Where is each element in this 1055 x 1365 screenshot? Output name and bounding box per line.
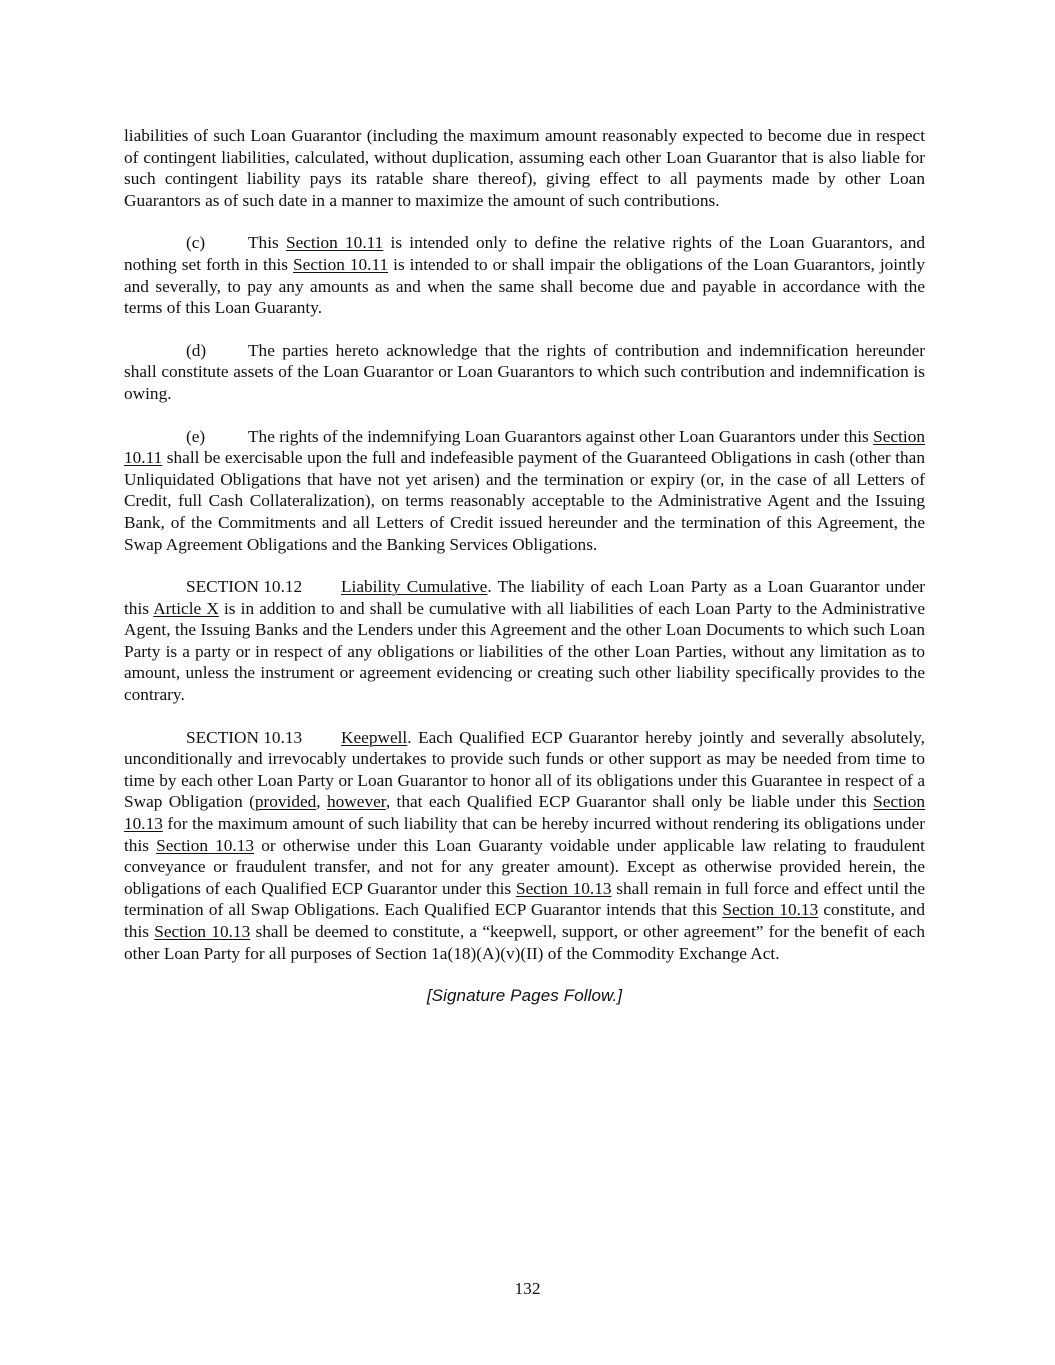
section-reference: Section 10.13: [124, 792, 926, 834]
section-title: Keepwell: [341, 727, 408, 747]
section-reference: Section 10.13: [515, 878, 612, 898]
section-number: SECTION 10.12: [186, 577, 303, 597]
paragraph-text: shall remain in full force and effect until the termination of all Swap Obligations. Each Qualified ECP Guarantor intends that this: [124, 878, 926, 920]
defined-term: provided: [254, 792, 317, 812]
section-reference: Section 10.13: [154, 922, 251, 941]
paragraph-text: liabilities of such Loan Guarantor (including the maximum amount reasonably expected to become due in respect of contingent liabilities, calculated, without duplication, assuming each other Loan Guarantor that is also liable for such contingent liability pays its ratable share thereof), giving effect to all payments made by other Loan Guarantors as of such date in a manner to maximize the amount of such contributions.: [124, 126, 925, 210]
paragraph-text: . Each Qualified ECP Guarantor hereby jointly and severally absolutely, unconditionally and irrevocably undertakes to provide such funds or other support as may be needed from time to time by each other Loan Party or Loan Guarantor to honor all of its obligations under this Guarantee in respect of a Swap Obligation (: [124, 727, 925, 812]
paragraph-e: [124, 426, 925, 556]
paragraph-text: is intended only to define the relative rights of the Loan Guarantors, and nothing set forth in this: [124, 233, 926, 274]
paragraph-text: is in addition to and shall be cumulative with all liabilities of each Loan Party to the Administrative Agent, the Issuing Banks and the Lenders under this Agreement and the other Loan Documents to which such Loan Party is a party or in respect of any obligations or liabilities of the other Loan Parties, without any limitation as to amount, unless the instrument or agreement evidencing or creating such other liability specifically provides to the contrary.: [124, 598, 926, 705]
section-reference: Section 10.11: [124, 426, 925, 468]
paragraph-d: [124, 340, 925, 405]
paragraph-text: or otherwise under this Loan Guaranty voidable under applicable law relating to fraudulent conveyance or fraudulent transfer, and not for any greater amount). Except as otherwise provided herein, the obligations of each Qualified ECP Guarantor under this: [124, 835, 925, 898]
paragraph-text: constitute, and this: [124, 900, 926, 941]
paragraph-text: is intended to or shall impair the obligations of the Loan Guarantors, jointly and severally, to pay any amounts as and when the same shall become due and payable in accordance with the terms of this Loan Guaranty.: [124, 254, 925, 318]
defined-term: however: [327, 792, 386, 812]
paragraph-text: This: [248, 233, 286, 253]
paragraph-text: The parties hereto acknowledge that the rights of contribution and indemnification hereunder shall constitute assets of the Loan Guarantor or Loan Guarantors to which such contribution and indemnification is owing.: [124, 340, 925, 403]
paragraph-continuation: [124, 125, 925, 211]
section-reference: Section 10.13: [722, 900, 819, 920]
paragraph-text: . The liability of each Loan Party as a Loan Guarantor under this: [124, 577, 925, 618]
article-reference: Article X: [153, 598, 219, 618]
section-10-13: [124, 727, 925, 965]
paragraph-text: for the maximum amount of such liability that can be hereby incurred without rendering its obligations under this: [124, 814, 925, 855]
paragraph-text: ,: [316, 792, 328, 812]
paragraph-text: , that each Qualified ECP Guarantor shall only be liable under this: [385, 792, 874, 812]
section-reference: Section 10.11: [293, 254, 389, 274]
paragraph-c: [124, 232, 925, 318]
section-reference: Section 10.11: [285, 233, 384, 253]
paragraph-label: (c): [186, 233, 206, 253]
section-number: SECTION 10.13: [186, 727, 303, 747]
section-reference: Section 10.13: [156, 835, 255, 855]
paragraph-label: (d): [186, 340, 207, 360]
paragraph-label: (e): [186, 426, 206, 446]
document-body: [124, 125, 925, 1007]
paragraph-text: The rights of the indemnifying Loan Guarantors against other Loan Guarantors under this: [248, 426, 874, 446]
page-number: 132: [514, 1279, 541, 1298]
paragraph-text: shall be exercisable upon the full and indefeasible payment of the Guaranteed Obligations in cash (other than Unliquidated Obligations that have not yet arisen) and the termination or expiry (or, in the case of all Letters of Credit, full Cash Collateralization), on terms reasonably acceptable to the Administrative Agent and the Issuing Bank, of the Commitments and all Letters of Credit issued hereunder and the termination of this Agreement, the Swap Agreement Obligations and the Banking Services Obligations.: [124, 448, 925, 554]
section-title: Liability Cumulative: [341, 577, 488, 597]
paragraph-text: shall be deemed to constitute, a “keepwell, support, or other agreement” for the benefit of each other Loan Party for all purposes of Section 1a(18)(A)(v)(II) of the Commodity Exchange Act.: [124, 922, 925, 963]
signature-pages-note: [Signature Pages Follow.]: [426, 986, 623, 1006]
section-10-12: [124, 576, 925, 706]
